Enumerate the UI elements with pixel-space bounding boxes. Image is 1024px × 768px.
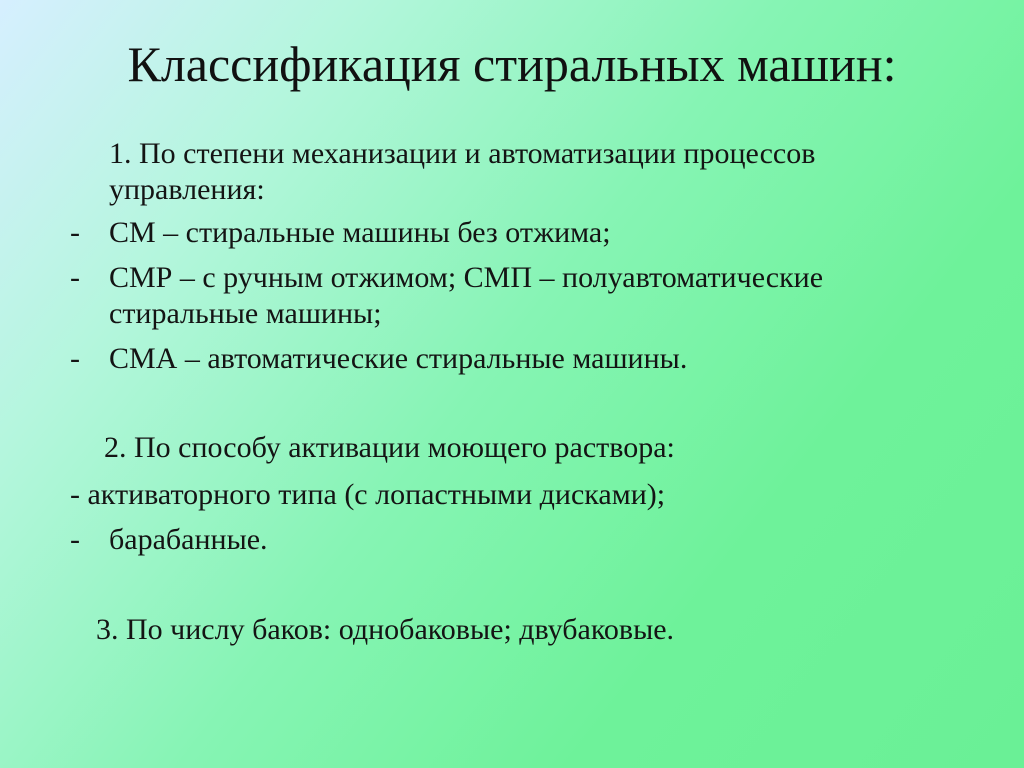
list-marker: -: [70, 523, 80, 556]
list-item-smr-smp: СМР – с ручным отжимом; СМП – полуавтоматические: [109, 261, 824, 294]
list-item-drum: барабанные.: [109, 523, 268, 556]
section3-heading: 3. По числу баков: однобаковые; двубаковые.: [96, 613, 675, 646]
slide-title: Классификация стиральных машин:: [127, 36, 897, 92]
section2-heading: 2. По способу активации моющего раствора:: [104, 431, 675, 464]
list-item-sma: СМА – автоматические стиральные машины.: [109, 342, 688, 375]
list-item-sm: СМ – стиральные машины без отжима;: [109, 216, 611, 249]
list-marker: -: [70, 216, 80, 249]
list-marker: -: [70, 261, 80, 294]
list-item-activator: - активаторного типа (с лопастными дисками);: [70, 478, 666, 511]
section1-heading-line2: управления:: [109, 173, 265, 206]
section1-heading-line1: 1. По степени механизации и автоматизации процессов: [109, 137, 816, 170]
list-marker: -: [70, 342, 80, 375]
list-item-smr-smp-continued: стиральные машины;: [109, 297, 382, 330]
